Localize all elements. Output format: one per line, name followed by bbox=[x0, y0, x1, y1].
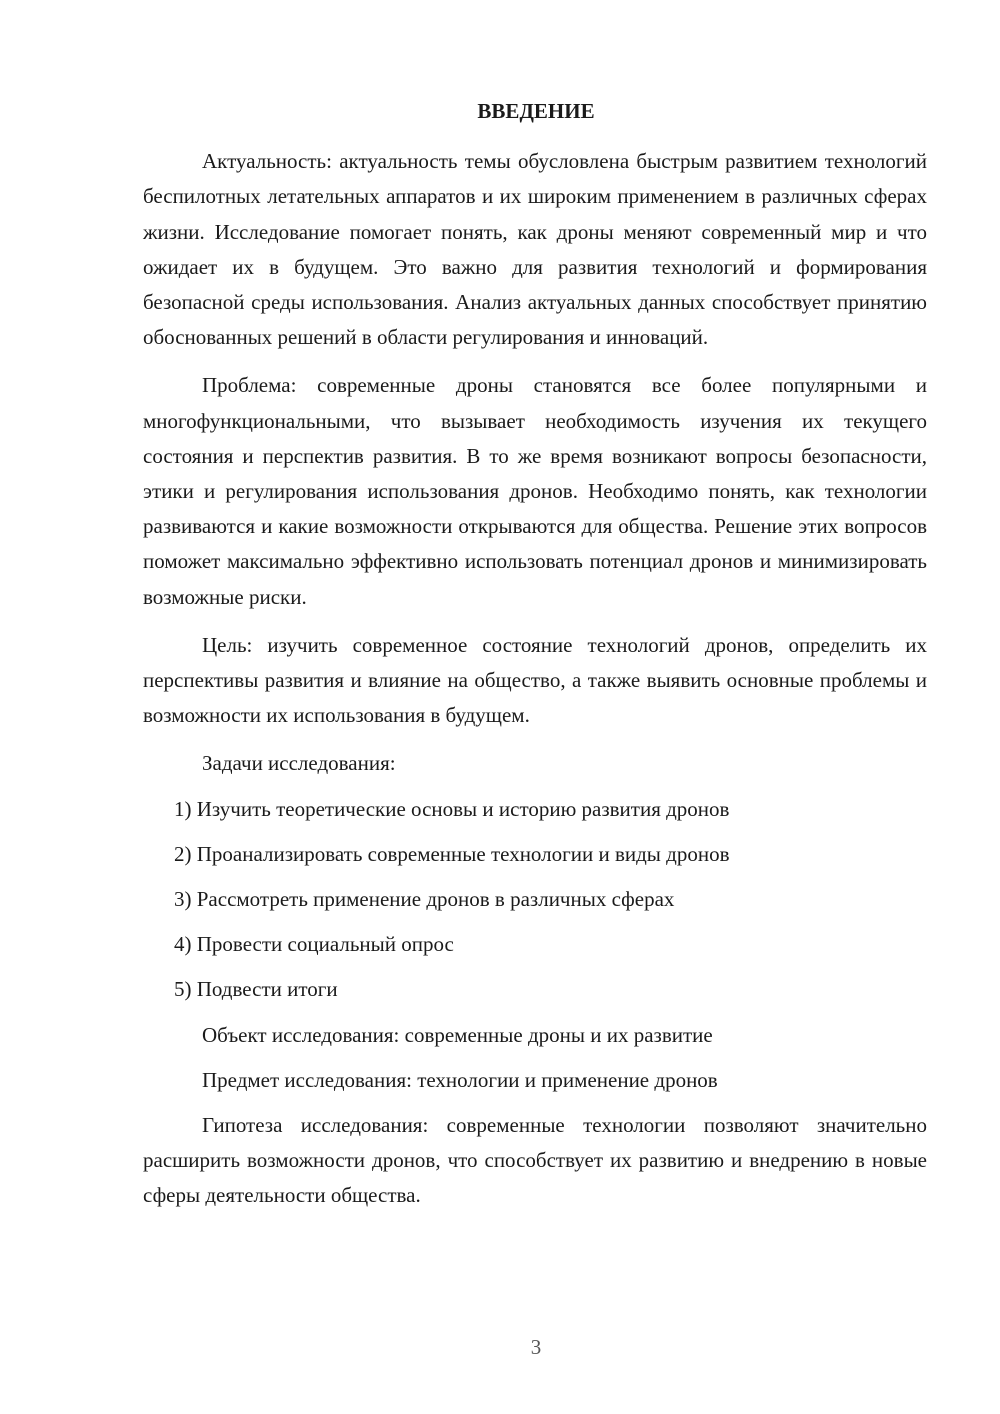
hypothesis-paragraph: Гипотеза исследования: современные технологии позволяют значительно расширить возможности дронов, что способствует их развитию и внедрению в новые сферы деятельности общества. bbox=[143, 1113, 927, 1208]
page-title: ВВЕДЕНИЕ bbox=[477, 99, 595, 123]
task-item: 1) Изучить теоретические основы и историю развития дронов bbox=[174, 796, 730, 821]
page-number: 3 bbox=[530, 1335, 542, 1359]
task-item: 5) Подвести итоги bbox=[174, 977, 338, 1002]
task-item: 2) Проанализировать современные технологии и виды дронов bbox=[174, 841, 730, 866]
task-item: 4) Провести социальный опрос bbox=[174, 932, 454, 957]
task-item: 3) Рассмотреть применение дронов в различных сферах bbox=[174, 887, 675, 912]
document-page bbox=[143, 94, 927, 1227]
problem-paragraph: Проблема: современные дроны становятся все более популярными и многофункциональными, что вызывает необходимость изучения их текущего состояния и перспектив развития. В то же время возникают вопросы безопасности, этики и регулирования использования дронов. Необходимо понять, как технологии развиваются и какие возможности открываются для общества. Решение этих вопросов поможет максимально эффективно использовать потенциал дронов и минимизировать возможные риски. bbox=[143, 373, 927, 609]
object-line: Объект исследования: современные дроны и их развитие bbox=[202, 1022, 713, 1047]
relevance-paragraph: Актуальность: актуальность темы обусловлена быстрым развитием технологий беспилотных летательных аппаратов и их широким применением в различных сферах жизни. Исследование помогает понять, как дроны меняют современный мир и что ожидает их в будущем. Это важно для развития технологий и формирования безопасной среды использования. Анализ актуальных данных способствует принятию обоснованных решений в области регулирования и инноваций. bbox=[143, 149, 927, 350]
subject-line: Предмет исследования: технологии и применение дронов bbox=[202, 1067, 718, 1092]
tasks-list bbox=[143, 792, 927, 1008]
tasks-title: Задачи исследования: bbox=[202, 751, 396, 776]
goal-paragraph: Цель: изучить современное состояние технологий дронов, определить их перспективы развития и влияние на общество, а также выявить основные проблемы и возможности их использования в будущем. bbox=[143, 632, 927, 728]
